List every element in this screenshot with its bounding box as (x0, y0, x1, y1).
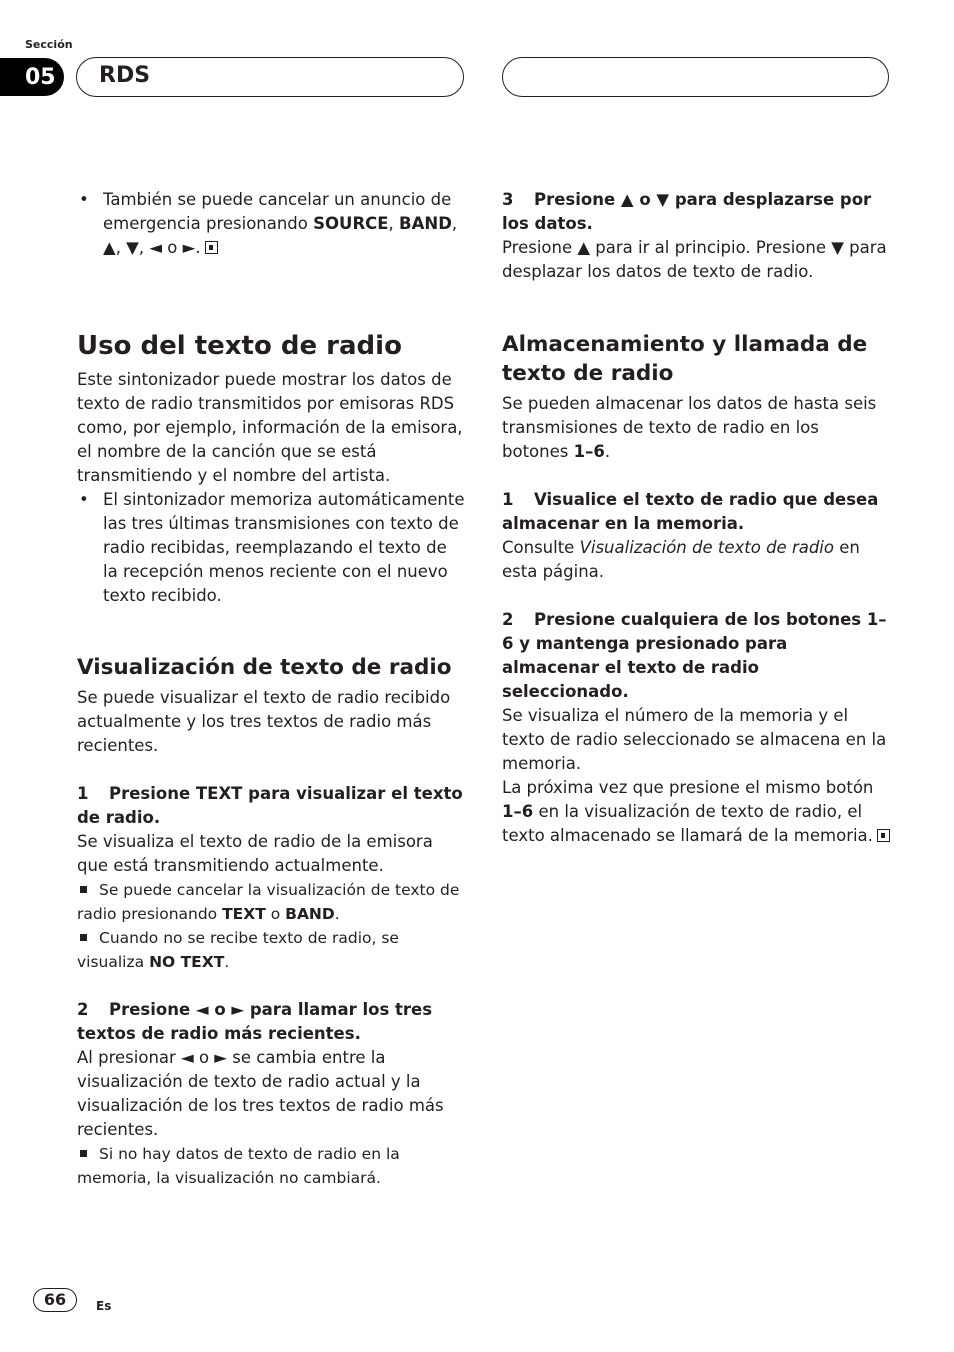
band-key: BAND (285, 905, 335, 923)
step-1-body: Se visualiza el texto de radio de la emisora que está transmitiendo actualmente. (77, 832, 433, 875)
arrow-keys: ▲, ▼, ◄ o ►. (103, 238, 201, 257)
section-number-badge: 05 (0, 58, 64, 96)
bullet-mark: • (79, 490, 89, 509)
step-text: Presione TEXT para visualizar el texto de radio. (77, 784, 463, 827)
end-of-section-icon (877, 829, 890, 842)
band-key: BAND (399, 214, 452, 233)
note-3 (77, 1142, 465, 1190)
step-3-body: Presione ▲ para ir al principio. Presione ▼ para desplazar los datos de texto de radio. (502, 238, 887, 281)
page-number: 66 (33, 1288, 77, 1312)
step-3-title (502, 188, 890, 236)
chapter-title: RDS (76, 57, 464, 97)
body-text: en la visualización de texto de radio, el texto almacenado se llamará de la memoria. (502, 802, 873, 845)
section-label: Sección (25, 38, 73, 51)
subsection-title: Almacenamiento y llamada de texto de radio (502, 332, 868, 386)
step-number: 1 (502, 490, 514, 509)
body-text: en esta página. (502, 538, 860, 581)
section-bullet (77, 488, 465, 608)
step-number: 2 (502, 610, 514, 629)
store-step-1-title (502, 488, 890, 536)
note-text: Cuando no se recibe texto de radio, se visualiza (77, 929, 399, 971)
cross-reference: Visualización de texto de radio (579, 538, 834, 557)
text-key: TEXT (222, 905, 266, 923)
note-text: Se puede cancelar la visualización de texto de radio presionando (77, 881, 460, 923)
source-key: SOURCE (313, 214, 389, 233)
separator: , (451, 214, 458, 233)
section-bullet-text: El sintonizador memoriza automáticamente las tres últimas transmisiones con texto de radio recibidas, reemplazando el texto de la recepción menos reciente con el nuevo texto recibido. (103, 490, 465, 605)
body-text: La próxima vez que presione el mismo botón (502, 778, 874, 797)
store-step-1-body (502, 536, 890, 584)
subsection-body (502, 392, 890, 464)
left-column (77, 330, 465, 1190)
right-column (502, 188, 890, 848)
section-title: Uso del texto de radio (77, 331, 402, 361)
step-2-title (77, 998, 465, 1046)
step-number: 1 (77, 784, 89, 803)
intro-bullet-text: También se puede cancelar un anuncio de emergencia presionando (103, 190, 452, 233)
note-square-icon (80, 934, 87, 941)
language-code: Es (96, 1299, 112, 1313)
note-1 (77, 878, 465, 926)
step-text: Presione ◄ o ► para llamar los tres textos de radio más recientes. (77, 1000, 433, 1043)
no-text-label: NO TEXT (149, 953, 225, 971)
step-text: Presione cualquiera de los botones 1–6 y mantenga presionado para almacenar el texto de radio seleccionado. (502, 610, 887, 701)
chapter-title-empty-pill (502, 57, 889, 97)
step-1-title (77, 782, 465, 830)
step-text: Visualice el texto de radio que desea almacenar en la memoria. (502, 490, 879, 533)
note-text: . (224, 953, 230, 971)
note-2 (77, 926, 465, 974)
intro-bullet-block (77, 188, 465, 260)
bullet-mark: • (79, 190, 89, 209)
note-square-icon (80, 886, 87, 893)
intro-bullet (77, 188, 465, 260)
subsection-body: Se puede visualizar el texto de radio recibido actualmente y los tres textos de radio más recientes. (77, 688, 451, 755)
separator: , (388, 214, 400, 233)
section-body: Este sintonizador puede mostrar los datos de texto de radio transmitidos por emisoras RDS como, por ejemplo, información de la emisora, el nombre de la canción que se está transmitiendo y el nombre del artista. (77, 370, 463, 485)
note-square-icon (80, 1150, 87, 1157)
store-step-2-body-2 (502, 776, 890, 848)
store-step-2-title (502, 608, 890, 704)
body-text: Se pueden almacenar los datos de hasta seis transmisiones de texto de radio en los botones (502, 394, 877, 461)
note-text: Si no hay datos de texto de radio en la memoria, la visualización no cambiará. (77, 1145, 400, 1187)
step-text: Presione ▲ o ▼ para desplazarse por los datos. (502, 190, 872, 233)
buttons-range: 1–6 (502, 802, 534, 821)
step-2-body: Al presionar ◄ o ► se cambia entre la visualización de texto de radio actual y la visualización de los tres textos de radio más recientes. (77, 1048, 444, 1139)
step-number: 2 (77, 1000, 89, 1019)
buttons-range: 1–6 (573, 442, 605, 461)
end-of-section-icon (205, 241, 218, 254)
subsection-title: Visualización de texto de radio (77, 655, 452, 680)
body-text: . (604, 442, 611, 461)
note-text: . (334, 905, 340, 923)
note-text: o (265, 905, 286, 923)
body-text: Consulte (502, 538, 580, 557)
step-number: 3 (502, 190, 514, 209)
store-step-2-body-1: Se visualiza el número de la memoria y el texto de radio seleccionado se almacena en la memoria. (502, 706, 887, 773)
